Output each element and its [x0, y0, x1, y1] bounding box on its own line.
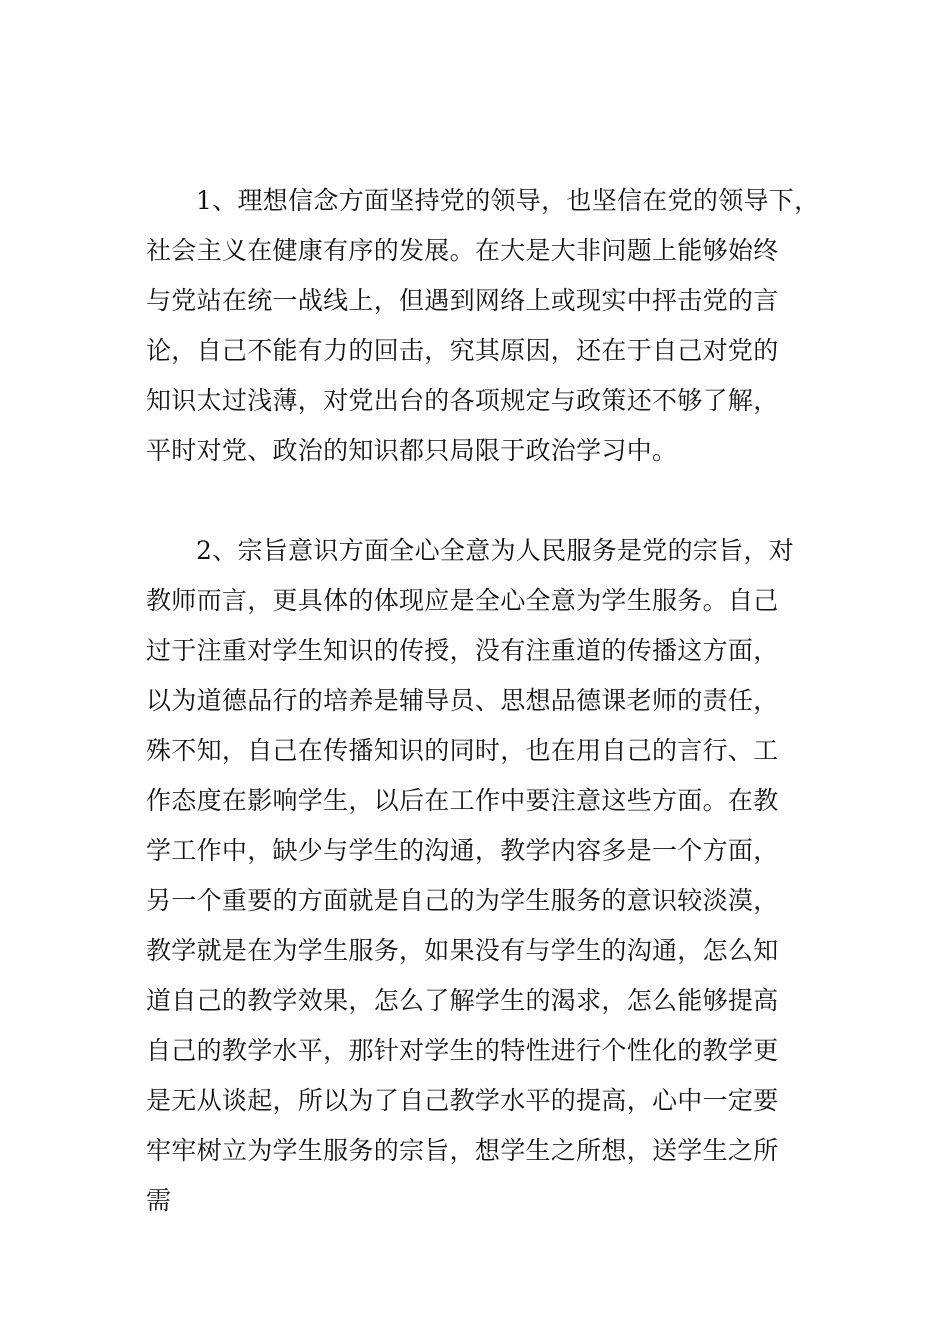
paragraph-ideals-and-beliefs: [146, 176, 819, 476]
text-line: 社会主义在健康有序的发展。在大是大非问题上能够始终: [146, 236, 779, 265]
text-line: 殊不知，自己在传播知识的同时，也在用自己的言行、工: [146, 736, 779, 765]
text-line: 作态度在影响学生，以后在工作中要注意这些方面。在教: [146, 786, 779, 815]
text-line: 学工作中，缺少与学生的沟通，教学内容多是一个方面，: [146, 836, 779, 865]
text-line: 教学就是在为学生服务，如果没有与学生的沟通，怎么知: [146, 936, 779, 965]
text-line: 过于注重对学生知识的传授，没有注重道的传播这方面，: [146, 636, 779, 665]
text-line: 与党站在统一战线上，但遇到网络上或现实中抨击党的言: [146, 286, 779, 315]
text-line: 是无从谈起，所以为了自己教学水平的提高，心中一定要: [146, 1086, 779, 1115]
text-line: 教师而言，更具体的体现应是全心全意为学生服务。自己: [146, 586, 779, 615]
text-line: 1、理想信念方面坚持党的领导，也坚信在党的领导下，: [196, 186, 820, 215]
paragraph-purpose-awareness: [146, 526, 794, 1226]
text-line: 论，自己不能有力的回击，究其原因，还在于自己对党的: [146, 336, 779, 365]
text-line: 知识太过浅薄，对党出台的各项规定与政策还不够了解，: [146, 386, 779, 415]
text-line: 另一个重要的方面就是自己的为学生服务的意识较淡漠，: [146, 886, 779, 915]
text-line: 平时对党、政治的知识都只局限于政治学习中。: [146, 436, 678, 465]
text-line: 自己的教学水平，那针对学生的特性进行个性化的教学更: [146, 1036, 779, 1065]
text-line: 2、宗旨意识方面全心全意为人民服务是党的宗旨，对: [196, 536, 795, 565]
text-line: 以为道德品行的培养是辅导员、思想品德课老师的责任，: [146, 686, 779, 715]
text-line: 道自己的教学效果，怎么了解学生的渴求，怎么能够提高: [146, 986, 779, 1015]
text-line: 需: [146, 1186, 172, 1215]
text-line: 牢牢树立为学生服务的宗旨，想学生之所想，送学生之所: [146, 1136, 779, 1165]
